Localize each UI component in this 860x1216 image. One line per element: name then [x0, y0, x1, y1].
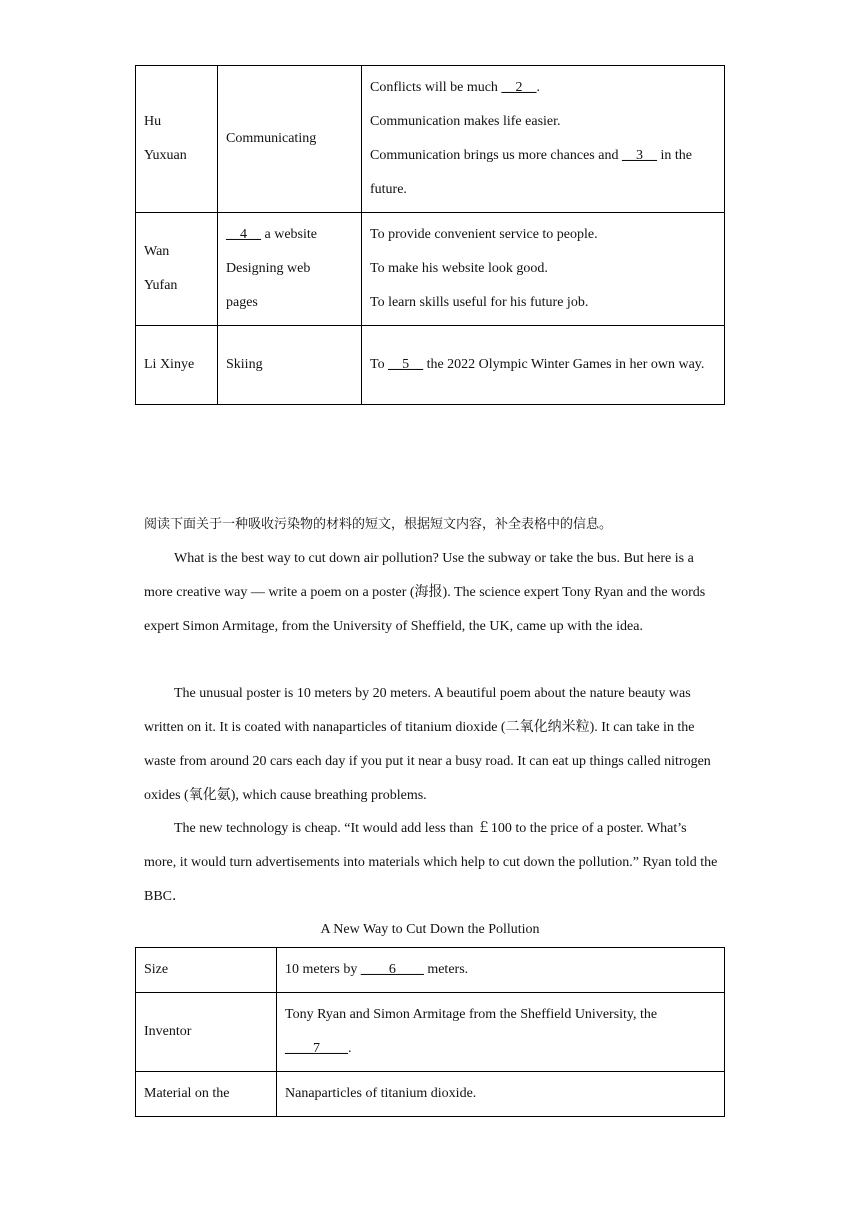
- table-cell-name: [136, 213, 218, 326]
- table-row: [136, 948, 725, 993]
- paragraph-3: The new technology is cheap. “It would add less than ￡100 to the price of a poster. What’s more, it would turn advertisements into materials which help to cut down the pollution.” Ryan told the BBC．: [144, 821, 718, 904]
- info-table-1: [135, 65, 725, 405]
- table-cell-value: Tony Ryan and Simon Armitage from the Sheffield University, the ____7____.: [277, 993, 725, 1072]
- reason-line: To __5__ the 2022 Olympic Winter Games in her own way.: [370, 357, 705, 372]
- table-cell-name: [136, 326, 218, 405]
- name-line: Li Xinye: [144, 357, 195, 372]
- table-cell-reasons: [362, 213, 725, 326]
- activity-line: Communicating: [226, 131, 317, 146]
- activity-line: Designing web: [226, 261, 311, 276]
- name-line: Yufan: [144, 278, 178, 293]
- name-line: Hu: [144, 114, 162, 129]
- name-line: Wan: [144, 244, 170, 259]
- reason-line: Communication brings us more chances and __3__ in the future.: [370, 148, 692, 197]
- answer-blank-3: __3__: [621, 148, 657, 163]
- table-row: [136, 1072, 725, 1117]
- table-cell-activity: [218, 66, 362, 213]
- table-cell-value: Nanaparticles of titanium dioxide.: [277, 1072, 725, 1117]
- table-row: [136, 66, 725, 213]
- activity-line: pages: [226, 295, 258, 310]
- reason-line: To provide convenient service to people.: [370, 227, 598, 242]
- table-cell-label: Size: [136, 948, 277, 993]
- table-cell-label: Inventor: [136, 993, 277, 1072]
- activity-line: Skiing: [226, 357, 263, 372]
- info-table-2: [135, 947, 725, 1117]
- table-caption: A New Way to Cut Down the Pollution: [320, 922, 540, 937]
- activity-line: __4__ a website: [226, 227, 317, 242]
- answer-blank-7: ____7____: [285, 1041, 348, 1056]
- table-row: [136, 326, 725, 405]
- table-cell-reasons: [362, 66, 725, 213]
- table-cell-activity: [218, 326, 362, 405]
- table-row: [136, 993, 725, 1072]
- answer-blank-4: __4__: [226, 227, 261, 242]
- answer-blank-6: ____6____: [360, 962, 424, 977]
- instruction-text: 阅读下面关于一种吸收污染物的材料的短文，根据短文内容，补全表格中的信息。: [144, 517, 613, 532]
- reason-line: To learn skills useful for his future job.: [370, 295, 589, 310]
- table-cell-value: 10 meters by ____6____ meters.: [277, 948, 725, 993]
- answer-blank-2: __2__: [501, 80, 537, 95]
- reason-line: Communication makes life easier.: [370, 114, 561, 129]
- name-line: Yuxuan: [144, 148, 187, 163]
- table-cell-reasons: [362, 326, 725, 405]
- table-cell-label: Material on the: [136, 1072, 277, 1117]
- table-cell-name: [136, 66, 218, 213]
- reason-line: To make his website look good.: [370, 261, 548, 276]
- answer-blank-5: __5__: [388, 357, 424, 372]
- table-row: [136, 213, 725, 326]
- reason-line: Conflicts will be much __2__.: [370, 80, 540, 95]
- paragraph-2: The unusual poster is 10 meters by 20 meters. A beautiful poem about the nature beauty was written on it. It is coated with nanaparticles of titanium dioxide (二氧化纳米粒). It can take in the waste from around 20 cars each day if you put it near a busy road. It can eat up things called nitrogen oxides (氧化氨), which cause breathing problems.: [144, 686, 711, 803]
- table-cell-activity: [218, 213, 362, 326]
- paragraph-1: What is the best way to cut down air pollution? Use the subway or take the bus. But here is a more creative way — write a poem on a poster (海报). The science expert Tony Ryan and the words expert Simon Armitage, from the University of Sheffield, the UK, came up with the idea.: [144, 551, 706, 634]
